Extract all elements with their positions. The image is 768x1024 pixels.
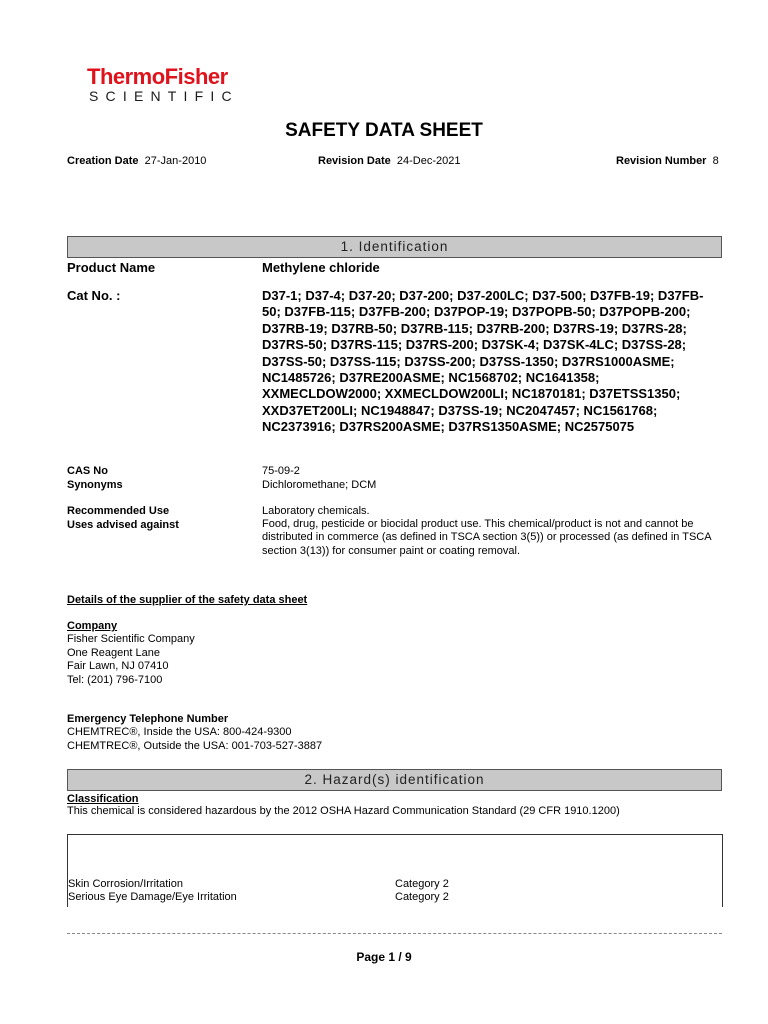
product-name-label: Product Name (67, 260, 156, 275)
revision-date (318, 155, 460, 167)
synonyms-label: Synonyms (67, 479, 123, 491)
company-line: Fair Lawn, NJ 07410 (67, 660, 169, 673)
logo-subtitle: SCIENTIFIC (89, 88, 239, 104)
company-block (67, 620, 195, 687)
logo-wordmark: ThermoFisher (87, 64, 228, 89)
recommended-use-value: Laboratory chemicals. (262, 505, 370, 517)
classification-text: This chemical is considered hazardous by the 2012 OSHA Hazard Communication Standard (29 CFR 1910.1200) (67, 805, 620, 817)
company-line: One Reagent Lane (67, 646, 160, 659)
hazard-category: Category 2 (395, 878, 449, 890)
synonyms-value: Dichloromethane; DCM (262, 479, 377, 491)
cas-label: CAS No (67, 465, 108, 477)
emergency-line: CHEMTREC®, Inside the USA: 800-424-9300 (67, 726, 292, 739)
revision-date-value: 24-Dec-2021 (396, 155, 461, 167)
page-number: Page 1 / 9 (356, 950, 412, 964)
recommended-use-label: Recommended Use (67, 505, 170, 517)
emergency-line: CHEMTREC®, Outside the USA: 001-703-527-3887 (67, 739, 323, 752)
page-title: SAFETY DATA SHEET (285, 120, 483, 141)
creation-date-value: 27-Jan-2010 (144, 155, 207, 167)
creation-date-label: Creation Date (67, 155, 139, 167)
company-heading: Company (67, 620, 118, 632)
section-2-header: 2. Hazard(s) identification (67, 769, 722, 791)
revision-number-label: Revision Number (616, 155, 707, 167)
hazard-name: Skin Corrosion/Irritation (68, 878, 183, 890)
company-line: Tel: (201) 796-7100 (67, 673, 163, 686)
revision-number-value: 8 (712, 155, 719, 167)
product-name-value: Methylene chloride (262, 260, 380, 275)
cat-no-label: Cat No. : (67, 288, 121, 303)
company-line: Fisher Scientific Company (67, 633, 195, 646)
emergency-block (67, 713, 322, 753)
creation-date (67, 155, 206, 167)
footer-divider (67, 933, 722, 934)
supplier-heading: Details of the supplier of the safety data sheet (67, 594, 308, 606)
section-1-header: 1. Identification (67, 236, 722, 258)
uses-against-value: Food, drug, pesticide or biocidal product use. This chemical/product is not and cannot be distributed in commerce (as defined in TSCA section 3(5)) or processed (as defined in TSCA section 3(13)) for consumer paint or coating removal. (262, 518, 711, 557)
emergency-heading: Emergency Telephone Number (67, 713, 229, 725)
uses-against-label: Uses advised against (67, 519, 179, 531)
hazard-name: Serious Eye Damage/Eye Irritation (68, 891, 237, 903)
hazard-category: Category 2 (395, 891, 449, 903)
cat-no-value: D37-1; D37-4; D37-20; D37-200; D37-200LC; D37-500; D37FB-19; D37FB-50; D37FB-115; D37FB-200; D37POP-19; D37POPB-50; D37POPB-200; D37RB-19; D37RB-50; D37RB-115; D37RB-200; D37RS-19; D37RS-28; D37RS-50; D37RS-115; D37RS-200; D37SK-4; D37SK-4LC; D37SS-28; D37SS-50; D37SS-115; D37SS-200; D37SS-1350; D37RS1000ASME; NC1485726; D37RE200ASME; NC1568702; NC1641358; XXMECLDOW2000; XXMECLDOW200LI; NC1870181; D37ETSS1350; XXD37ET200LI; NC1948847; D37SS-19; NC2047457; NC1561768; NC2373916; D37RS200ASME; D37RS1350ASME; NC2575075 (262, 288, 704, 435)
revision-number (616, 155, 719, 167)
revision-date-label: Revision Date (318, 155, 391, 167)
classification-heading: Classification (67, 793, 139, 805)
cas-value: 75-09-2 (262, 465, 300, 477)
